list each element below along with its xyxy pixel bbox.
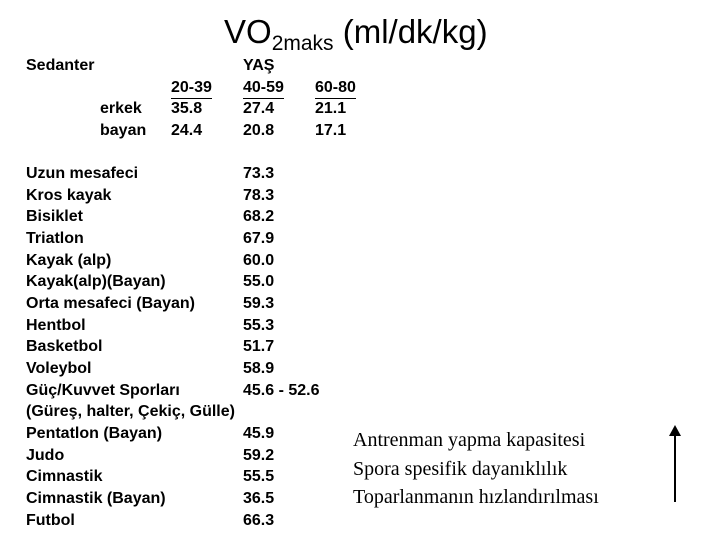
sport-name: Cimnastik (Bayan) [26,490,166,507]
sport-name: Bisiklet [26,208,83,225]
sport-name: Güç/Kuvvet Sporları [26,382,180,399]
sport-name: Kros kayak [26,187,112,204]
right-list-item-endurance: Spora spesifik dayanıklılık [353,458,568,480]
sport-name: Voleybol [26,360,92,377]
right-list-item-capacity: Antrenman yapma kapasitesi [353,429,586,451]
sport-name: Triatlon [26,230,84,247]
col-header-60-80: 60-80 [315,78,356,99]
col-header-20-39: 20-39 [171,78,212,99]
sport-name: Orta mesafeci (Bayan) [26,295,195,312]
sport-name: Kayak (alp) [26,252,112,269]
row-label-bayan: bayan [100,122,147,139]
sport-value: 78.3 [243,187,275,204]
sport-name: Cimnastik [26,468,103,485]
up-arrow-icon [663,425,687,503]
sport-value: 36.5 [243,490,275,507]
title-unit: (ml/dk/kg) [333,13,488,50]
sport-name: Uzun mesafeci [26,165,139,182]
sport-name: Pentatlon (Bayan) [26,425,163,442]
sport-value: 68.2 [243,208,275,225]
sport-name: Basketbol [26,338,103,355]
col-header-40-59: 40-59 [243,78,284,99]
sport-value: 66.3 [243,512,275,529]
bayan-20-39: 24.4 [171,122,203,139]
sport-value: 60.0 [243,252,275,269]
sport-value: 58.9 [243,360,275,377]
title-main: VO [224,13,272,50]
erkek-20-39: 35.8 [171,100,203,117]
sport-name: Judo [26,447,65,464]
sport-value: 45.6 - 52.6 [243,382,320,399]
sport-value: 55.0 [243,273,275,290]
page-title [224,12,488,57]
row-label-erkek: erkek [100,100,142,117]
sport-name: Hentbol [26,317,86,334]
sport-name: Kayak(alp)(Bayan) [26,273,166,290]
sport-note: (Güreş, halter, Çekiç, Gülle) [26,403,235,420]
sport-value: 73.3 [243,165,275,182]
sport-value: 55.3 [243,317,275,334]
sedanter-label: Sedanter [26,57,95,74]
erkek-60-80: 21.1 [315,100,347,117]
sport-value: 59.3 [243,295,275,312]
sport-value: 55.5 [243,468,275,485]
sport-value: 67.9 [243,230,275,247]
sport-value: 59.2 [243,447,275,464]
sport-name: Futbol [26,512,75,529]
sport-value: 45.9 [243,425,275,442]
title-subscript: 2maks [271,32,334,55]
erkek-40-59: 27.4 [243,100,275,117]
sport-value: 51.7 [243,338,275,355]
age-header: YAŞ [243,57,275,74]
right-list-item-recovery: Toparlanmanın hızlandırılması [353,486,599,508]
bayan-40-59: 20.8 [243,122,275,139]
bayan-60-80: 17.1 [315,122,347,139]
